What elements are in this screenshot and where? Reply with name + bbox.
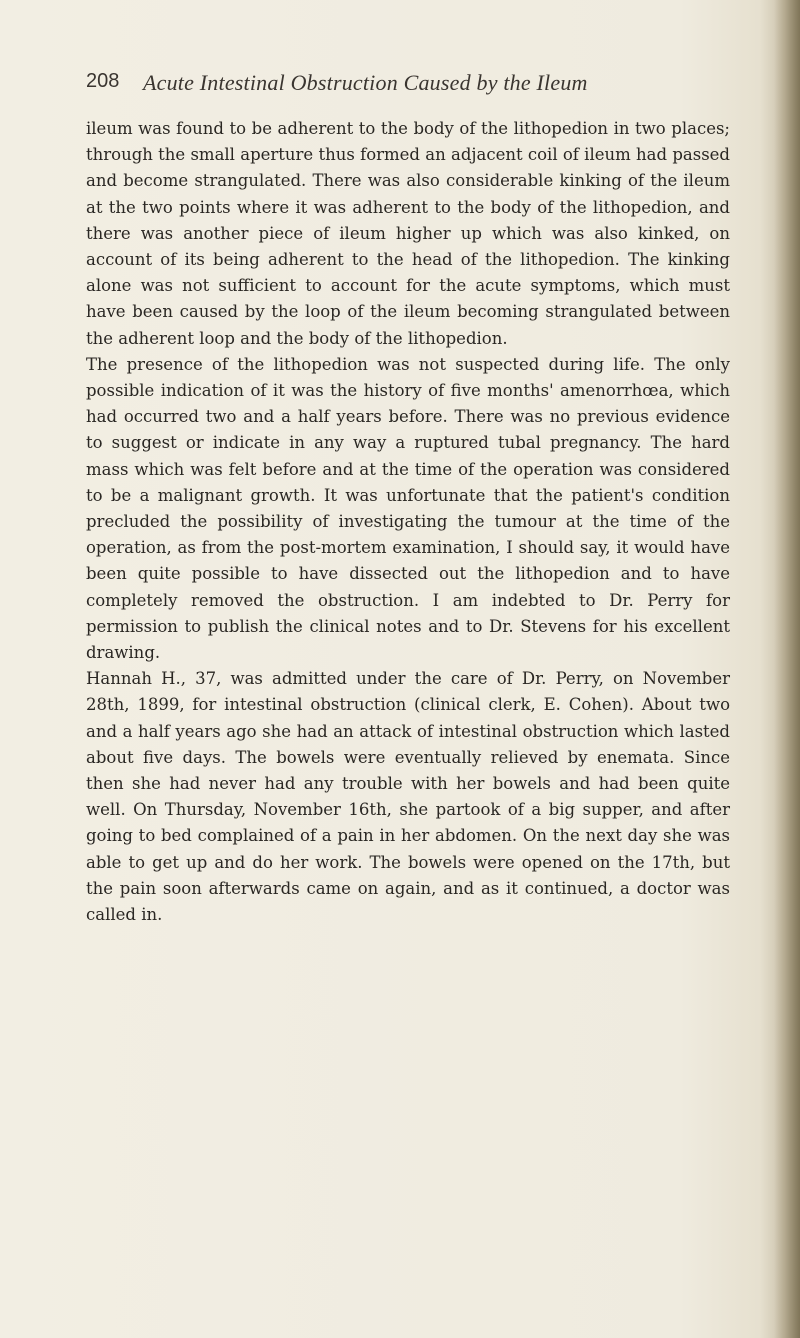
paragraph-1: ileum was found to be adherent to the body of the lithopedion in two places; through the small aperture thus formed an adjacent coil of ileum had passed and become strangulated. There was also considerable kinking of the ileum at the two points where it was adherent to the body of the lithopedion, and there was another piece of ileum higher up which was also kinked, on account of its being adherent to the head of the lithopedion. The kinking alone was not sufficient to account for the acute symptoms, which must have been caused by the loop of the ileum becoming strangulated between the adherent loop and the body of the lithopedion. (86, 119, 730, 348)
body-text (86, 116, 730, 928)
running-title: Acute Intestinal Obstruction Caused by the Ileum (143, 70, 588, 95)
page-number: 208 (86, 70, 120, 92)
page-header (0, 70, 800, 100)
page-edge-shadow (774, 0, 800, 1338)
paragraph-2: The presence of the lithopedion was not suspected during life. The only possible indication of it was the history of five months' amenorrhœa, which had occurred two and a half years before. There was no previous evidence to suggest or indicate in any way a ruptured tubal pregnancy. The hard mass which was felt before and at the time of the operation was considered to be a malignant growth. It was unfortunate that the patient's condition precluded the possibility of investigating the tumour at the time of the operation, as from the post-mortem examination, I should say, it would have been quite possible to have dissected out the lithopedion and to have completely removed the obstruction. I am indebted to Dr. Perry for permission to publish the clinical notes and to Dr. Stevens for his excellent drawing. (86, 354, 730, 663)
paragraph-3: Hannah H., 37, was admitted under the care of Dr. Perry, on November 28th, 1899, for intestinal obstruction (clinical clerk, E. Cohen). About two and a half years ago she had an attack of intestinal obstruction which lasted about five days. The bowels were eventually relieved by enemata. Since then she had never had any trouble with her bowels and had been quite well. On Thursday, November 16th, she partook of a big supper, and after going to bed complained of a pain in her abdomen. On the next day she was able to get up and do her work. The bowels were opened on the 17th, but the pain soon afterwards came on again, and as it continued, a doctor was called in. (86, 669, 730, 925)
